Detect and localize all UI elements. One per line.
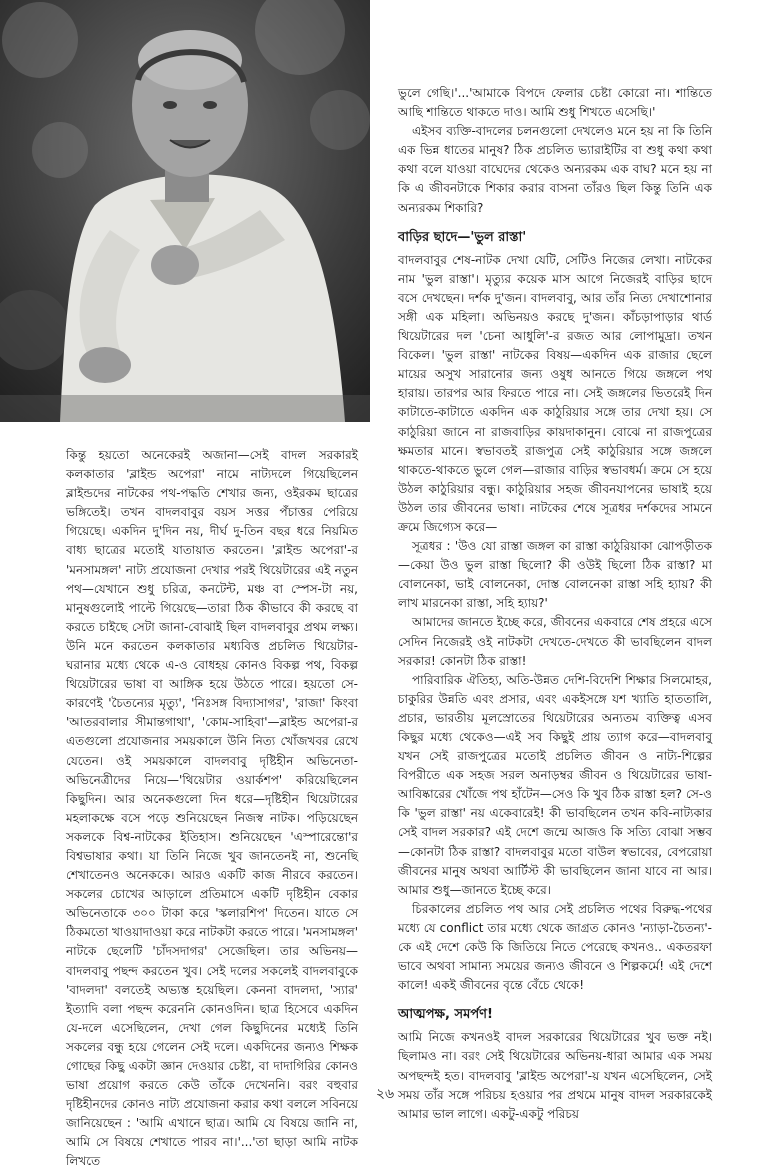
left-text-column bbox=[66, 446, 358, 1172]
left-paragraph: কিন্তু হয়তো অনেকেরই অজানা—সেই বাদল সরকারই কলকাতার 'ব্লাইন্ড অপেরা' নামে নাট্যদলে গিয়েছিলেন ব্লাইন্ডদের নাটকের পথ-পদ্ধতি শেখার জন্য, ওইরকম ছাত্রের ভঙ্গিতেই। তখন বাদলবাবুর বয়স সত্তর পঁচাত্তর পেরিয়ে গিয়েছে। একদিন দু'দিন নয়, দীর্ঘ দু-তিন বছর ধরে নিয়মিত বাধ্য ছাত্রের মতোই যাতায়াত করতেন। 'ব্লাইন্ড অপেরা'-র 'মনসামঙ্গল' নাট্য প্রযোজনা দেখার পরই থিয়েটারের এই নতুন পথ—যেখানে শুধু চরিত্র, কনটেন্ট, মঞ্চ বা স্পেস-টা নয়, মানুষগুলোই পাল্টে গিয়েছে—তারা ঠিক কীভাবে কী করছে বা করতে চাইছে সেটা জানা-বোঝাই ছিল বাদলবাবুর প্রথম লক্ষ্য। উনি মনে করতেন কলকাতার মধ্যবিত্ত প্রচলিত থিয়েটার-ঘরানার মধ্যে থেকে এ-ও বোধহয় কোনও বিকল্প পথ, বিকল্প থিয়েটারের ভাষা বা আঙ্গিক হয়ে উঠতে পারে। হয়তো সে-কারণেই 'চৈতন্যের মৃত্যু', 'নিঃসঙ্গ বিদ্যাসাগর', 'রাজা' কিংবা 'আতরবালার সীমান্তগাথা', 'কোম-সাহিবা'—ব্লাইন্ড অপেরা-র এতগুলো প্রযোজনার সময়কালে উনি নিত্য খোঁজখবর রেখে যেতেন। ওই সময়কালে বাদলবাবু দৃষ্টিহীন অভিনেতা-অভিনেত্রীদের নিয়ে—'থিয়েটার ওয়ার্কশপ' করিয়েছিলেন কিছুদিন। আর অনেকগুলো দিন ধরে—দৃষ্টিহীন থিয়েটারের মহলাকক্ষে বসে পড়ে শুনিয়েছেন নিজস্ব নাটক। পড়িয়েছেন সকলকে বিশ্ব-নাটকের ইতিহাস। শুনিয়েছেন 'এস্পারেন্তো'র বিশ্বভাষার কথা। যা তিনি নিজে খুব জানতেনই না, শুনেছি শেখাতেনও অনেককে। আরও একটি কাজ নীরবে করতেন। সকলের চোখের আড়ালে প্রতিমাসে একটি দৃষ্টিহীন বেকার অভিনেতাকে ৩০০ টাকা করে 'স্কলারশিপ' দিতেন। যাতে সে ঠিকমতো খাওয়াদাওয়া করে নাটকটা করতে পারে। 'মনসামঙ্গল' নাটকে ছেলেটি 'চাঁদসদাগর' সেজেছিল। তার অভিনয়—বাদলবাবু পছন্দ করতেন খুব। সেই দলের সকলেই বাদলবাবুকে 'বাদলদা' বলতেই অভ্যস্ত হয়েছিল। কেননা বাদলদা, 'স্যার' ইত্যাদি বলা পছন্দ করেননি কোনওদিন। ছাত্র হিসেবে একদিন যে-দলে এসেছিলেন, দেখা গেল কিছুদিনের মধ্যেই তিনি সকলের বন্ধু হয়ে গেলেন সেই দলে। একদিনের জন্যও শিক্ষক গোছের কিছু একটা জ্ঞান দেওয়ার চেষ্টা, বা দাদাগিরির কোনও ভাষা প্রয়োগ করতে কেউ তাঁকে দেখেননি। বরং বহুবার দৃষ্টিহীনদের কোনও নাট্য প্রযোজনা করার কথা বললে সবিনয়ে জানিয়েছেন : 'আমি এখানে ছাত্র। আমি যে বিষয়ে জানি না, আমি সে বিষয়ে শেখাতে পারব না।'...'তা ছাড়া আমি নাটক লিখতে bbox=[66, 448, 358, 1169]
portrait-photo bbox=[0, 0, 370, 422]
section-paragraph: আমি নিজে কখনওই বাদল সরকারের থিয়েটারের খুব ভক্ত নই। ছিলামও না। বরং সেই থিয়েটারের অভিনয়-ধারা আমার এক সময় অপছন্দই হত। বাদলবাবু 'ব্লাইন্ড অপেরা'-য় যখন এসেছিলেন, সেই সময় তাঁর সঙ্গে পরিচয় হওয়ার পর প্রথমে মানুষ বাদল সরকারকেই আমার ভাল লাগে। একটু-একটু পরিচয় bbox=[398, 1030, 712, 1121]
section-paragraph: চিরকালের প্রচলিত পথ আর সেই প্রচলিত পথের বিরুদ্ধ-পথের মধ্যে যে conflict তার মধ্যে থেকে জাগ্রত কোনও 'ন্যাড়া-চৈতন্য'-কে এই দেশে কেউ কি জিতিয়ে নিতে পেরেছে কখনও.. একতরফা ভাবে অথবা সামান্য সময়ের জন্যও জীবনে ও শিল্পকর্মে! এই দেশে কালে! একই জীবনের বৃন্তে বেঁচে থেকে! bbox=[398, 901, 712, 993]
block-quote: সূত্রধর : 'উও যো রাস্তা জঙ্গল কা রাস্তা কাঠুরিয়াকা ঝোপড়ীতক—কেয়া উও ভুল রাস্তা ছিলো? কী ওউই ছিলো ঠিক রাস্তা? মা বোলনেকা, ভাই বোলনেকা, দোস্ত বোলনেকা রাস্তা সহি হ্যায়? কী লাখ মারনেকা রাস্তা, সহি হ্যায়?' bbox=[398, 539, 712, 611]
intro-paragraph: এইসব ব্যক্তি-বাদলের চলনগুলো দেখলেও মনে হয় না কি তিনি এক ভিন্ন ধাতের মানুষ? ঠিক প্রচলিত ভ্যারাইটির বা শুধু কথা কথা কথা বলে যাওয়া বাঘেদের থেকেও অন্যরকম এক বাঘ? মনে হয় না কি এ জীবনটাকে শিকার করার বাসনা তাঁরও ছিল কিন্তু তিনি এক অন্যরকম শিকারি? bbox=[398, 124, 712, 215]
section-paragraph: বাদলবাবুর শেষ-নাটক দেখা যেটি, সেটিও নিজের লেখা। নাটকের নাম 'ভুল রাস্তা'। মৃত্যুর কয়েক মাস আগে নিজেরই বাড়ির ছাদে বসে দেখছেন। দর্শক দু'জন। বাদলবাবু, আর তাঁর নিত্য দেখাশোনার সঙ্গী এক মহিলা। অভিনয়ও করছে দু'জন। কাঁচড়াপাড়ার থার্ড থিয়েটারের দল 'চেনা আধুলি'-র রজত আর লোপামুদ্রা। তখন বিকেল। 'ভুল রাস্তা' নাটকের বিষয়—একদিন এক রাজার ছেলে মায়ের অসুখ সারানোর জন্য ওষুধ আনতে গিয়ে জঙ্গলে পথ হারায়। তারপর আর ফিরতে পারে না। সেই জঙ্গলের ভিতরেই দিন কাটাতে-কাটাতে একদিন এক কাঠুরিয়ার সঙ্গে তার দেখা হয়। সে কাঠুরিয়া জানে না রাজবাড়ির কায়দাকানুন। বোঝে না রাজপুত্রের ক্ষমতার মানে। স্বভাবতই রাজপুত্র সেই কাঠুরিয়ার সঙ্গে জঙ্গলে থাকতে-থাকতে ভুলে গেল—রাজার বাড়ির স্বভাবধর্ম। ক্রমে সে হয়ে উঠল কাঠুরিয়ার বন্ধু। কাঠুরিয়ার সহজ জীবনযাপনের ভাষাই হয়ে উঠল তার জীবনের ভাষা। নাটকের শেষে সূত্রধর দর্শকদের সামনে ক্রমে জিগ্যেস করে— bbox=[398, 252, 712, 534]
portrait-illustration bbox=[0, 0, 370, 422]
section-heading-wrong-road: বাড়ির ছাদে—'ভুল রাস্তা' bbox=[398, 229, 527, 245]
section-heading-self-defense: আত্মপক্ষ, সমর্পণ! bbox=[398, 1007, 493, 1023]
section-paragraph: পারিবারিক ঐতিহ্য, অতি-উন্নত দেশি-বিদেশি শিক্ষার সিলমোহর, চাকুরির উন্নতি এবং প্রসার, এবং একইসঙ্গে যশ খ্যাতি হাততালি, প্রচার, ভারতীয় মূলস্রোতের থিয়েটারের অন্যতম ব্যক্তিত্ব এসব কিছুর মধ্যে থেকেও—এই সব কিছুই প্রায় ত্যাগ করে—বাদলবাবু যখন সেই রাজপুত্রের মতোই প্রচলিত জীবন ও নাট্য-শিল্পের বিপরীতে এক সহজ সরল অনাড়ম্বর জীবন ও থিয়েটারের ভাষা-আবিষ্কারের খোঁজে পথ হাঁটেন—সেও কি খুব ঠিক রাস্তা হল? সে-ও কি 'ভুল রাস্তা' নয় একেবারেই! কী ভাবছিলেন তখন কবি-নাট্যকার সেই বাদল সরকার? এই দেশে জন্মে আজও কি সত্যি বোঝা সম্ভব—কোনটা ঠিক রাস্তা? বাদলবাবুর মতো বাউল স্বভাবের, বেপরোয়া জীবনের মানুষ অথবা আর্টিস্ট কী ভাবছিলেন জানা যাবে না আর। আমার শুধু—জানতে ইচ্ছে করে। bbox=[398, 672, 712, 897]
right-text-column bbox=[398, 84, 712, 1124]
section-paragraph: আমাদের জানতে ইচ্ছে করে, জীবনের একবারে শেষ প্রহরে এসে সেদিন নিজেরই ওই নাটকটা দেখতে-দেখতে কী ভাবছিলেন বাদল সরকার! কোনটা ঠিক রাস্তা! bbox=[398, 615, 712, 668]
page-number: ২৬ bbox=[375, 1086, 395, 1102]
intro-paragraph: ভুলে গেছি।'...'আমাকে বিপদে ফেলার চেষ্টা কোরো না। শান্তিতে আছি শান্তিতে থাকতে দাও। আমি শুধু শিখতে এসেছি।' bbox=[398, 86, 712, 120]
